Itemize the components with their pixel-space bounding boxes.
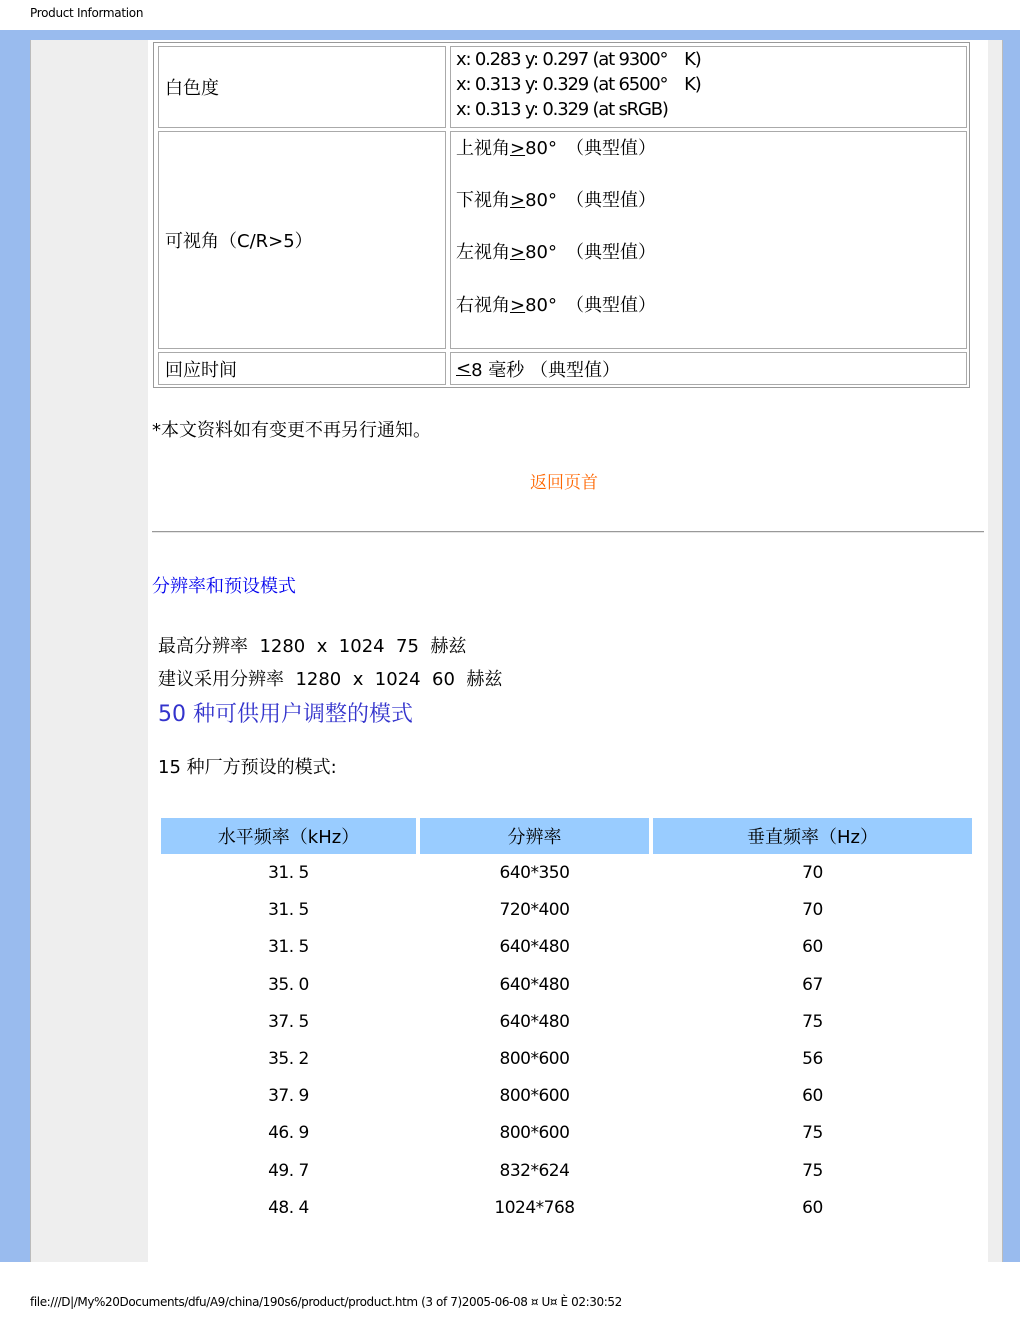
table-cell: 49. 7 [268,1160,309,1181]
table-cell: 800*600 [499,1049,570,1069]
right-scroll-strip [988,40,1003,1262]
table-cell: 60 [802,937,823,958]
recommended-resolution: 建议采用分辨率 1280 x 1024 60 赫兹 [158,669,503,690]
table-cell: 75 [802,1011,823,1032]
header-resolution: 分辨率 [420,818,649,854]
table-cell: 720*400 [499,900,570,921]
viewing-angle-right: 右视角>80° （典型值） [456,295,656,316]
table-cell: 75 [802,1123,823,1144]
header-h-freq: 水平频率（kHz） [161,818,416,854]
max-resolution: 最高分辨率 1280 x 1024 75 赫兹 [158,636,467,657]
table-cell: 67 [802,974,823,995]
table-cell: 832*624 [499,1160,570,1181]
white-point-label: 白色度 [158,46,446,128]
table-cell: 48. 4 [268,1197,309,1218]
table-cell: 37. 9 [268,1086,309,1107]
page-footer: file:///D|/My%20Documents/dfu/A9/china/190s6/product/product.htm (3 of 7)2005-06-08 ¤ U¤ È 02:30:52 [30,1295,622,1309]
spec-table [153,42,970,388]
viewing-angle-left: 左视角>80° （典型值） [456,242,656,263]
table-cell: 640*480 [499,1011,570,1032]
table-cell: 60 [802,1197,823,1218]
table-cell: 70 [802,863,823,883]
section-title: 分辨率和预设模式 [152,576,296,597]
table-cell: 37. 5 [268,1011,309,1032]
factory-modes-line: 15 种厂方预设的模式: [158,757,337,778]
response-time-label: 回应时间 [158,352,446,385]
viewing-angle-values [450,131,967,349]
user-modes-link[interactable]: 50 种可供用户调整的模式 [158,702,413,727]
table-cell: 800*600 [499,1086,570,1107]
table-cell: 70 [802,900,823,921]
disclaimer-note: *本文资料如有变更不再另行通知。 [152,420,431,441]
viewing-angle-label: 可视角（C/R>5） [158,131,446,349]
table-cell: 640*480 [499,937,570,958]
table-cell: 35. 0 [268,974,309,995]
viewing-angle-up: 上视角>80° （典型值） [456,138,656,159]
table-cell: 31. 5 [268,900,309,921]
white-point-line: x: 0.313 y: 0.329 (at 6500° K) [456,74,701,95]
page-header: Product Information [30,6,144,20]
back-to-top-link[interactable]: 返回页首 [530,473,598,493]
table-cell: 75 [802,1160,823,1181]
table-cell: 800*600 [499,1123,570,1144]
table-cell: 46. 9 [268,1123,309,1144]
viewing-angle-down: 下视角>80° （典型值） [456,190,656,211]
table-cell: 640*480 [499,974,570,995]
table-cell: 1024*768 [494,1197,575,1218]
table-cell: 640*350 [499,863,570,883]
table-cell: 60 [802,1086,823,1107]
white-point-line: x: 0.283 y: 0.297 (at 9300° K) [456,49,701,70]
white-point-values [450,46,967,128]
header-v-freq: 垂直频率（Hz） [653,818,972,854]
table-cell: 31. 5 [268,863,309,883]
left-sidebar [30,40,149,1262]
response-time-value: < 8 毫秒 （典型值） [450,352,967,385]
divider [152,531,984,533]
table-cell: 31. 5 [268,937,309,958]
white-point-line: x: 0.313 y: 0.329 (at sRGB) [456,99,668,120]
table-cell: 56 [802,1049,823,1069]
table-cell: 35. 2 [268,1049,309,1069]
